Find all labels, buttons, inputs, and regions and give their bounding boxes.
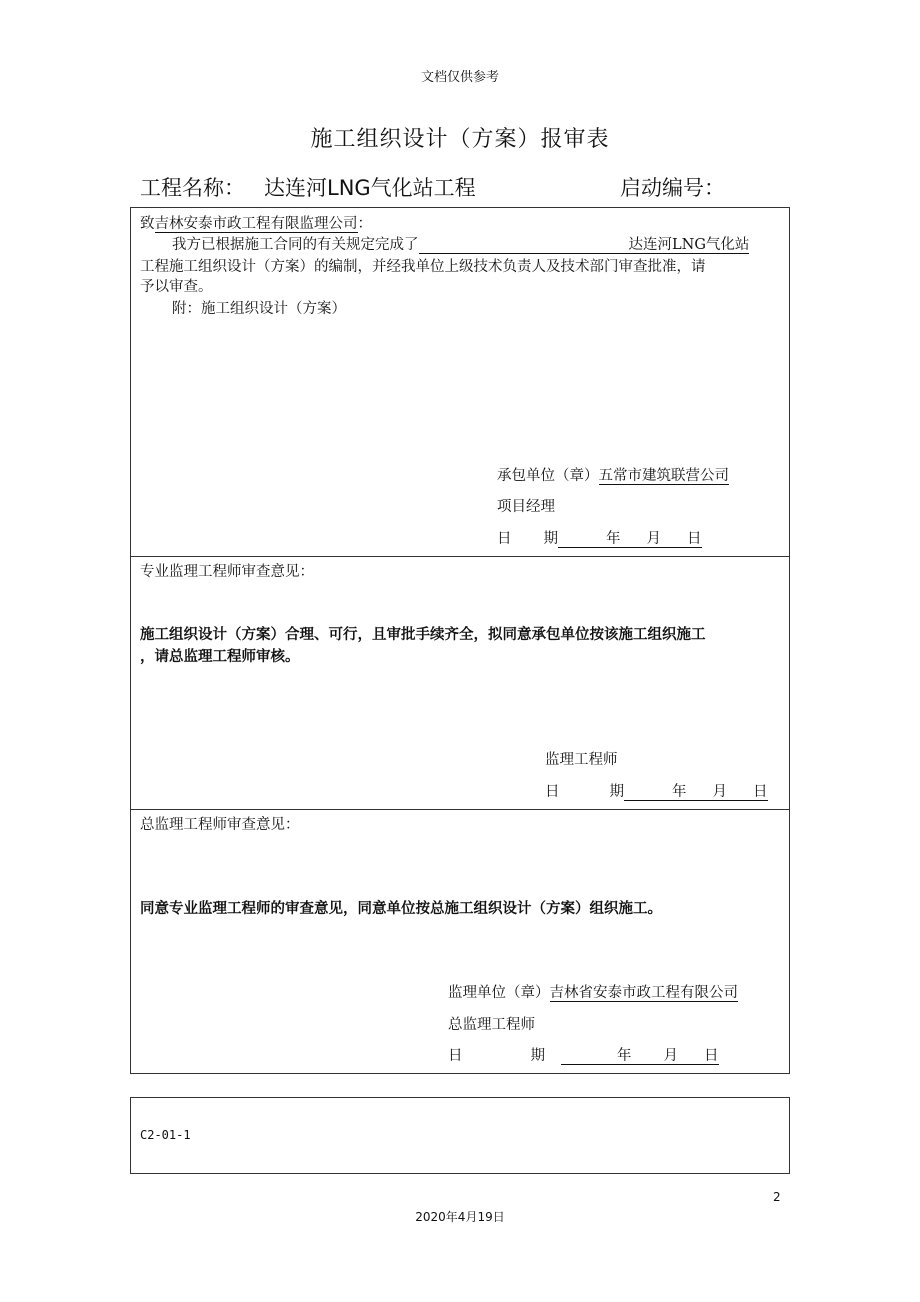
date-label-char-1: 日 — [497, 531, 512, 547]
chief-review-heading: 总监理工程师审查意见： — [140, 817, 300, 833]
start-number-label: 启动编号： — [620, 176, 725, 200]
attachment-line: 附：施工组织设计（方案） — [172, 301, 346, 317]
form-code-box — [130, 1097, 790, 1174]
addressee-org: 吉林安泰市政工程有限监理公司 — [154, 216, 358, 232]
date-label-char-1: 日 — [545, 784, 560, 800]
contractor-label: 承包单位（章） — [497, 468, 599, 484]
header-note: 文档仅供参考 — [420, 70, 499, 85]
chief-opinion: 同意专业监理工程师的审查意见，同意单位按总施工组织设计（方案）组织施工。 — [140, 900, 662, 917]
chief-engineer-label: 总监理工程师 — [448, 1017, 535, 1033]
date-month: 月 — [687, 784, 728, 801]
page-title: 施工组织设计（方案）报审表 — [310, 127, 610, 152]
date-label-char-2: 期 — [609, 784, 624, 800]
date-day: 日 — [678, 1048, 719, 1065]
supervision-unit-line — [448, 981, 738, 1002]
statement-project: 达连河LNG气化站 — [628, 237, 750, 253]
date-label-char-2: 期 — [543, 531, 558, 547]
date-year: 年 — [561, 1048, 632, 1065]
date-year: 年 — [558, 531, 621, 548]
date-line-2 — [545, 780, 768, 801]
specialist-opinion-line-1: 施工组织设计（方案）合理、可行，且审批手续齐全，拟同意承包单位按该施工组织施工 — [140, 626, 706, 643]
date-month: 月 — [632, 1048, 679, 1065]
project-name-label: 工程名称： — [140, 176, 245, 200]
page-number: 2 — [773, 1190, 781, 1204]
contractor-line — [497, 464, 729, 485]
date-line-3 — [448, 1044, 719, 1065]
section-divider — [131, 809, 789, 810]
date-label-char-1: 日 — [448, 1048, 463, 1064]
statement-line-2: 工程施工组织设计（方案）的编制，并经我单位上级技术负责人及技术部门审查批准，请 — [140, 259, 706, 275]
supervision-unit-label: 监理单位（章） — [448, 985, 550, 1001]
specialist-opinion-line-2: ，请总监理工程师审核。 — [140, 648, 300, 665]
statement-line-3: 予以审查。 — [140, 279, 213, 295]
section-divider — [131, 556, 789, 557]
date-day: 日 — [661, 531, 702, 548]
addressee-line — [140, 212, 372, 233]
project-name-value: 达连河LNG气化站工程 — [264, 176, 476, 200]
supervision-unit-value: 吉林省安泰市政工程有限公司 — [549, 985, 738, 1001]
date-month: 月 — [621, 531, 662, 548]
footer-date: 2020年4月19日 — [415, 1210, 505, 1224]
form-code: C2-01-1 — [140, 1128, 191, 1142]
contractor-value: 五常市建筑联营公司 — [598, 468, 729, 484]
project-manager-label: 项目经理 — [497, 499, 555, 515]
statement-line-1 — [172, 233, 749, 254]
date-line-1 — [497, 527, 702, 548]
project-blank — [419, 238, 629, 254]
date-year: 年 — [624, 784, 687, 801]
statement-prefix: 我方已根据施工合同的有关规定完成了 — [172, 237, 419, 253]
date-day: 日 — [727, 784, 768, 801]
addressee-prefix: 致 — [140, 216, 155, 232]
specialist-review-heading: 专业监理工程师审查意见： — [140, 564, 314, 580]
supervisor-engineer-label: 监理工程师 — [545, 752, 618, 768]
date-label-char-2: 期 — [530, 1048, 545, 1064]
addressee-suffix: ： — [357, 216, 372, 232]
